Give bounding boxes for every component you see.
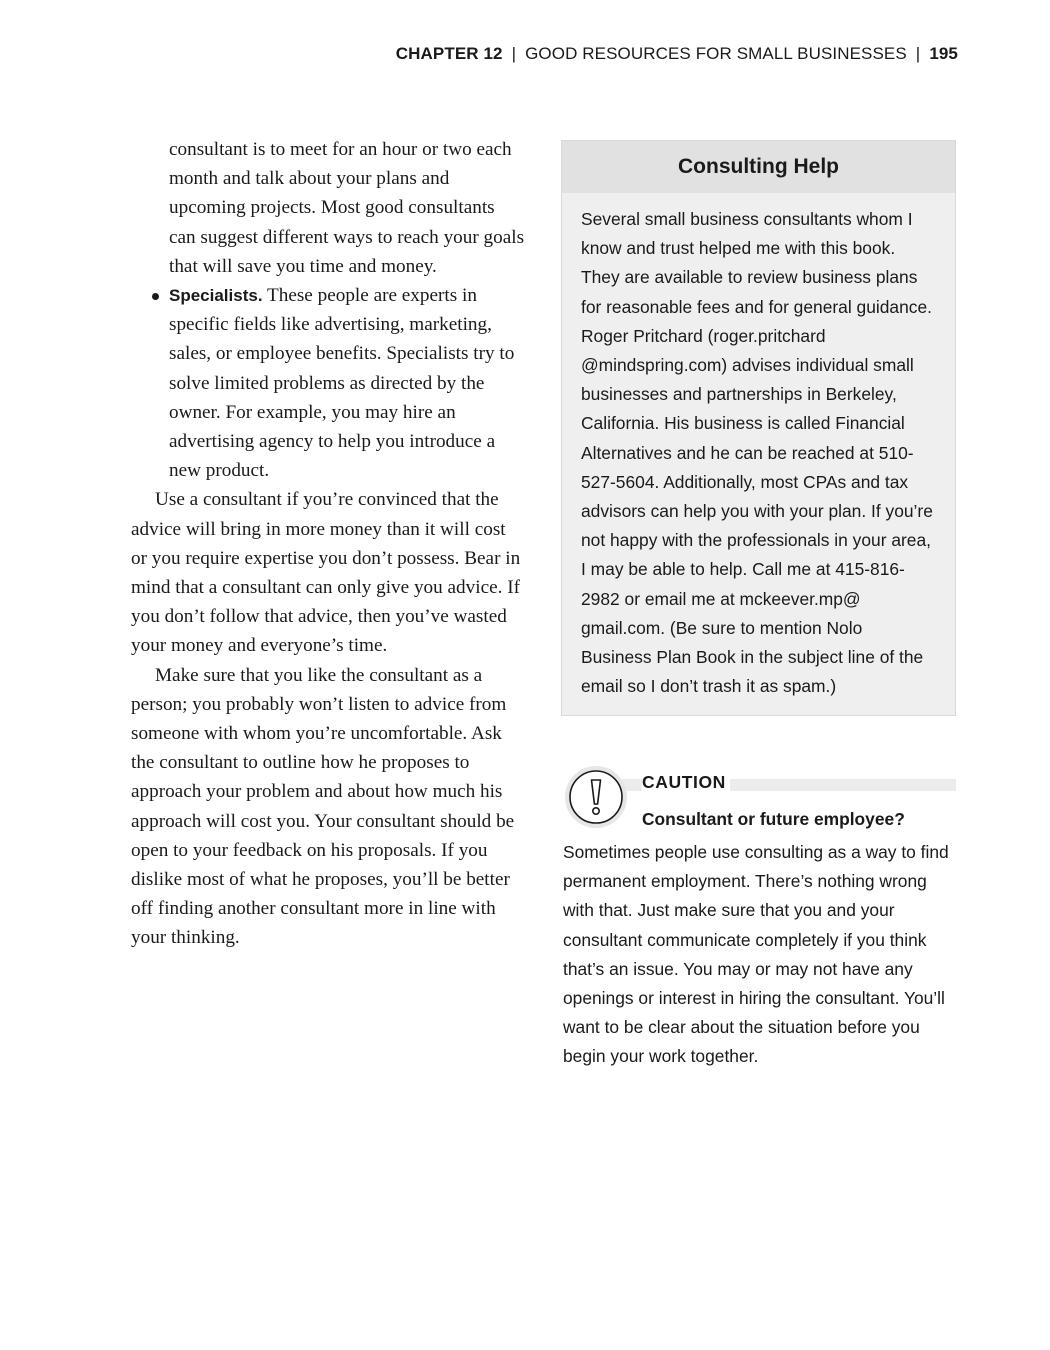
list-item-term: Specialists. bbox=[169, 286, 263, 306]
header-separator: | bbox=[511, 44, 517, 63]
sidebar-body: Several small business consultants whom I know and trust helped me with this book. They are available to review business plans for reasonable fees and for general guidance. Roger Pritchard (roger.pritchard @mindspring.com) advises individual small businesses and partnerships in Berkeley, California. His business is called Financial Alternatives and he can be reached at 510-527-5604. Additionally, most CPAs and tax advisors can help you with your plan. If you’re not happy with the professionals in your area, I may be able to help. Call me at 415-816-2982 or email me at mckeever.mp@ gmail.com. (Be sure to mention Nolo Business Plan Book in the subject line of the email so I don’t trash it as spam.) bbox=[581, 209, 933, 697]
caution-label: CAUTION bbox=[642, 772, 730, 793]
header-separator: | bbox=[915, 44, 921, 63]
body-paragraph: Use a consultant if you’re convinced that the advice will bring in more money than it will cost or you require expertise you don’t possess. Bear in mind that a consultant can only give you advice. If you don’t follow that advice, then you’ve wasted your money and everyone’s time. bbox=[131, 489, 521, 657]
page-number: 195 bbox=[929, 44, 958, 63]
caution-body: Sometimes people use consulting as a way to find permanent employment. There’s nothing wrong with that. Just make sure that you and your consultant communicate completely if you think that’s an issue. You may or may not have any openings or interest in hiring the consultant. You’ll want to be clear about the situation before you begin your work together. bbox=[563, 842, 949, 1067]
sidebar-title: Consulting Help bbox=[562, 141, 955, 193]
caution-icon bbox=[563, 764, 629, 830]
chapter-label: CHAPTER 12 bbox=[395, 44, 503, 63]
chapter-title: GOOD RESOURCES FOR SMALL BUSINESSES bbox=[525, 44, 907, 63]
bullet-icon bbox=[152, 293, 159, 300]
list-item-specialists bbox=[131, 281, 526, 485]
body-paragraph: Make sure that you like the consultant as a person; you probably won’t listen to advice from someone with whom you’re uncomfortable. Ask the consultant to outline how he proposes to approach your problem and about how much his approach will cost you. Your consultant should be open to your feedback on his proposals. If you dislike most of what he proposes, you’ll be better off finding another consultant more in line with your thinking. bbox=[131, 664, 515, 949]
list-item-text: These people are experts in specific fields like advertising, marketing, sales, or employee benefits. Specialists try to solve limited problems as directed by the owner. For example, you may hire an advertising agency to help you introduce a new product. bbox=[169, 285, 515, 482]
main-text-column bbox=[131, 135, 526, 953]
running-head bbox=[396, 44, 958, 64]
consulting-help-sidebar bbox=[561, 140, 956, 716]
caution-heading: Consultant or future employee? bbox=[642, 809, 905, 829]
continued-list-text: consultant is to meet for an hour or two each month and talk about your plans and upcoming projects. Most good consultants can suggest different ways to reach your goals that will save you time and money. bbox=[169, 139, 525, 277]
